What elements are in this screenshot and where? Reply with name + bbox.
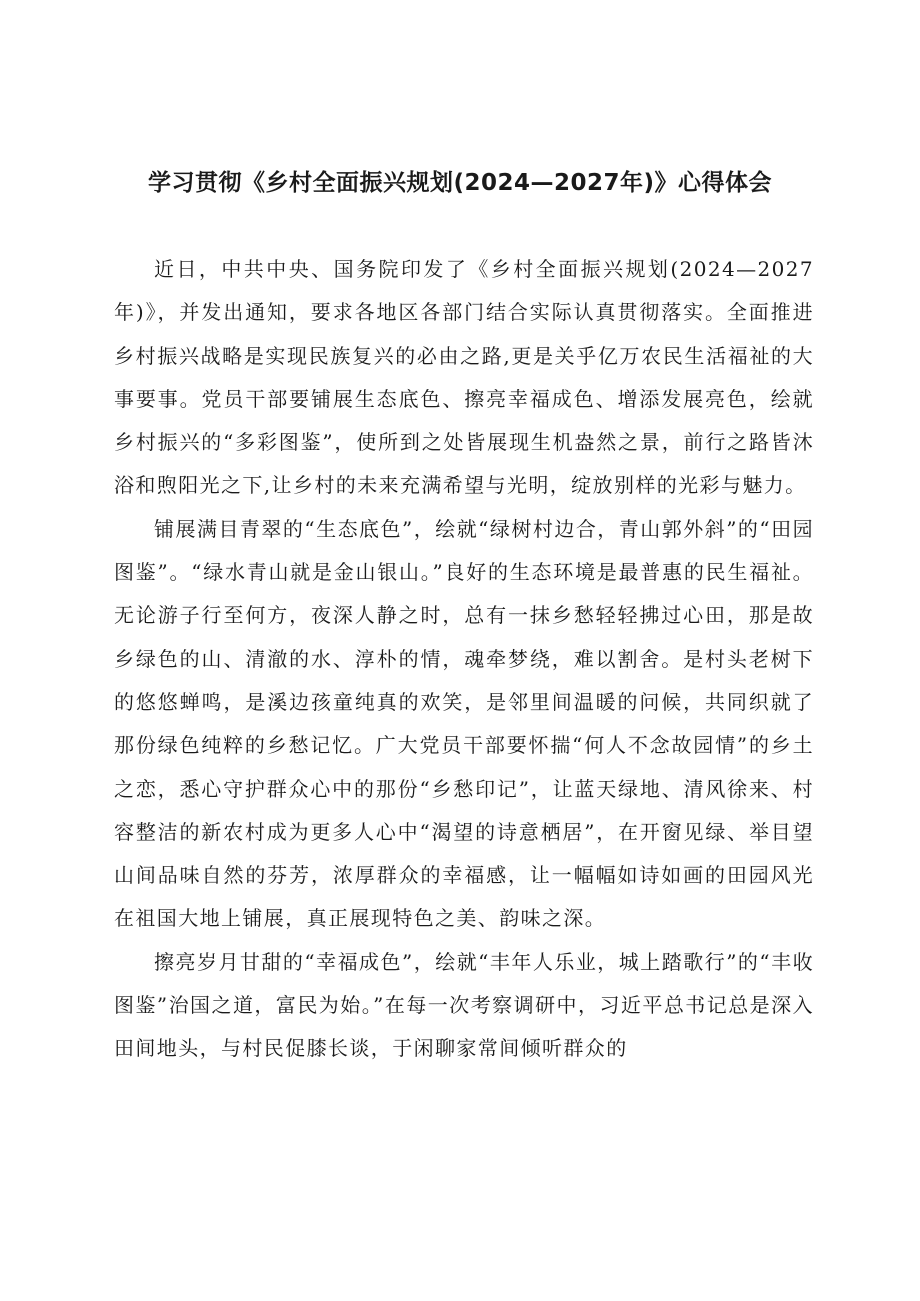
paragraph: 铺展满目青翠的“生态底色”，绘就“绿树村边合，青山郭外斜”的“田园图鉴”。“绿水青山就是金山银山。”良好的生态环境是最普惠的民生福祉。无论游子行至何方，夜深人静之时，总有一抹乡愁轻轻拂过心田，那是故乡绿色的山、清澈的水、淳朴的情，魂牵梦绕，难以割舍。是村头老树下的悠悠蝉鸣，是溪边孩童纯真的欢笑，是邻里间温暖的问候，共同织就了那份绿色纯粹的乡愁记忆。广大党员干部要怀揣“何人不念故园情”的乡土之恋，悉心守护群众心中的那份“乡愁印记”，让蓝天绿地、清风徐来、村容整洁的新农村成为更多人心中“渴望的诗意栖居”，在开窗见绿、举目望山间品味自然的芬芳，浓厚群众的幸福感，让一幅幅如诗如画的田园风光在祖国大地上铺展，真正展现特色之美、韵味之深。 (114, 516, 814, 931)
paragraph: 近日，中共中央、国务院印发了《乡村全面振兴规划(2024—2027年)》，并发出通知，要求各地区各部门结合实际认真贯彻落实。全面推进乡村振兴战略是实现民族复兴的必由之路,更是关乎亿万农民生活福祉的大事要事。党员干部要铺展生态底色、擦亮幸福成色、增添发展亮色，绘就乡村振兴的“多彩图鉴”，使所到之处皆展现生机盎然之景，前行之路皆沐浴和煦阳光之下,让乡村的未来充满希望与光明，绽放别样的光彩与魅力。 (114, 257, 814, 498)
document-body (114, 248, 814, 1071)
document-title: 学习贯彻《乡村全面振兴规划(2024—2027年)》心得体会 (147, 170, 773, 196)
paragraph: 擦亮岁月甘甜的“幸福成色”，绘就“丰年人乐业，城上踏歌行”的“丰收图鉴”治国之道，富民为始。”在每一次考察调研中，习近平总书记总是深入田间地头，与村民促膝长谈，于闲聊家常间倾听群众的 (114, 949, 814, 1061)
